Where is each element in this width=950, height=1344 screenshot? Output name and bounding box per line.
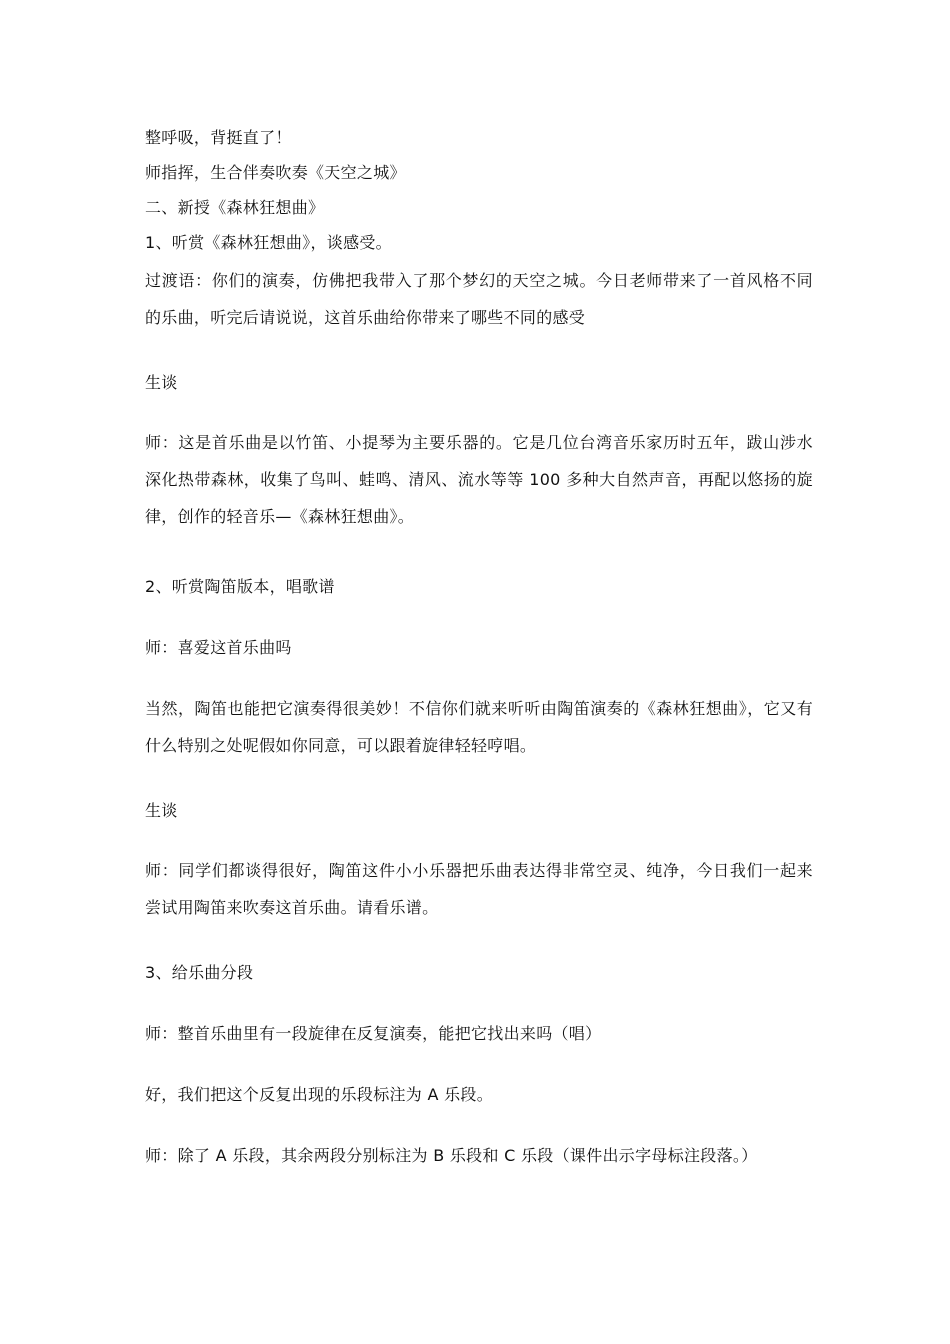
text-line-conduct: 师指挥，生合伴奏吹奏《天空之城》 — [145, 163, 406, 182]
section-heading-new-lesson: 二、新授《森林狂想曲》 — [145, 198, 325, 217]
text-student-talk-2: 生谈 — [145, 801, 178, 820]
paragraph-teacher-praise: 师：同学们都谈得很好，陶笛这件小小乐器把乐曲表达得非常空灵、纯净，今日我们一起来尝试用陶笛来吹奏这首乐曲。请看乐谱。 — [145, 861, 813, 917]
paragraph-transition: 过渡语：你们的演奏，仿佛把我带入了那个梦幻的天空之城。今日老师带来了一首风格不同的乐曲，听完后请说说，这首乐曲给你带来了哪些不同的感受 — [145, 271, 813, 327]
subsection-heading-listen: 1、听赏《森林狂想曲》，谈感受。 — [145, 233, 392, 252]
text-teacher-question: 师：喜爱这首乐曲吗 — [145, 638, 292, 657]
text-mark-bc: 师：除了 A 乐段，其余两段分别标注为 B 乐段和 C 乐段（课件出示字母标注段落。） — [145, 1146, 758, 1165]
paragraph-teacher-intro: 师：这是首乐曲是以竹笛、小提琴为主要乐器的。它是几位台湾音乐家历时五年，跋山涉水深化热带森林，收集了鸟叫、蛙鸣、清风、流水等等 100 多种大自然声音，再配以悠扬的旋律，创作的轻音乐—《森林狂想曲》。 — [145, 433, 813, 526]
text-student-talk-1: 生谈 — [145, 373, 178, 392]
text-line-breathing: 整呼吸，背挺直了！ — [145, 128, 292, 147]
text-mark-a: 好，我们把这个反复出现的乐段标注为 A 乐段。 — [145, 1085, 494, 1104]
subsection-heading-sections: 3、给乐曲分段 — [145, 963, 254, 982]
paragraph-ocarina: 当然，陶笛也能把它演奏得很美妙！不信你们就来听听由陶笛演奏的《森林狂想曲》，它又有什么特别之处呢假如你同意，可以跟着旋律轻轻哼唱。 — [145, 699, 813, 755]
subsection-heading-ocarina: 2、听赏陶笛版本，唱歌谱 — [145, 577, 335, 596]
text-teacher-repeat: 师：整首乐曲里有一段旋律在反复演奏，能把它找出来吗（唱） — [145, 1024, 602, 1043]
